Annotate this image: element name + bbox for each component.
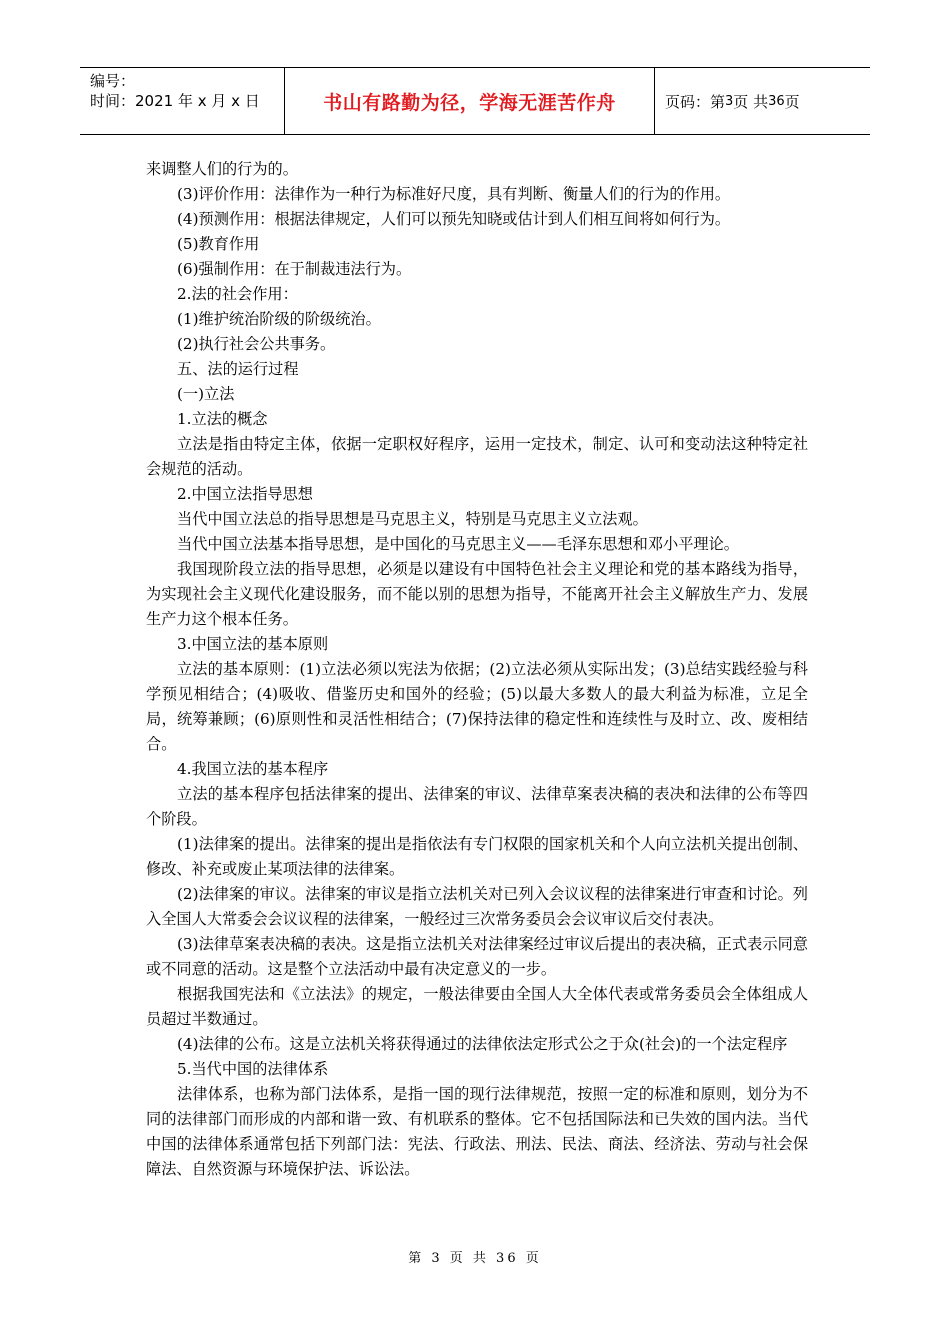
paragraph: (4)法律的公布。这是立法机关将获得通过的法律依法定形式公之于众(社会)的一个法定程序	[177, 1035, 788, 1053]
document-number-label: 编号：	[90, 72, 136, 90]
paragraph: (3)评价作用：法律作为一种行为标准好尺度，具有判断、衡量人们的行为的作用。	[177, 185, 731, 203]
paragraph: (1)维护统治阶级的阶级统治。	[177, 310, 381, 328]
paragraph: (3)法律草案表决稿的表决。这是指立法机关对法律案经过审议后提出的表决稿，正式表示同意或不同意的活动。这是整个立法活动中最有决定意义的一步。	[146, 935, 808, 978]
paragraph: 根据我国宪法和《立法法》的规定，一般法律要由全国人大全体代表或常务委员会全体组成人员超过半数通过。	[146, 985, 808, 1028]
paragraph: 来调整人们的行为的。	[146, 160, 298, 178]
header-motto: 书山有路勤为径，学海无涯苦作舟	[285, 68, 655, 134]
page-total: 36	[768, 93, 785, 109]
page-header	[80, 67, 870, 135]
page-mid: 页 共	[733, 92, 769, 111]
paragraph: (一)立法	[177, 385, 235, 403]
paragraph: 五、法的运行过程	[177, 360, 299, 378]
paragraph: 法律体系，也称为部门法体系，是指一国的现行法律规范，按照一定的标准和原则，划分为不同的法律部门而形成的内部和谐一致、有机联系的整体。它不包括国际法和已失效的国内法。当代中国的法律体系通常包括下列部门法：宪法、行政法、刑法、民法、商法、经济法、劳动与社会保障法、自然资源与环境保护法、诉讼法。	[146, 1085, 808, 1178]
paragraph: (2)执行社会公共事务。	[177, 335, 336, 353]
header-meta	[80, 68, 285, 134]
paragraph: 立法的基本原则：(1)立法必须以宪法为依据；(2)立法必须从实际出发；(3)总结实践经验与科学预见相结合；(4)吸收、借鉴历史和国外的经验；(5)以最大多数人的最大利益为标准，立足全局，统筹兼顾；(6)原则性和灵活性相结合；(7)保持法律的稳定性和连续性与及时立、改、废相结合。	[146, 660, 808, 753]
document-date: 时间：2021 年 x 月 x 日	[90, 92, 260, 110]
page-suffix: 页	[784, 92, 800, 111]
page-footer: 第 3 页 共 36 页	[408, 1251, 542, 1266]
paragraph: 当代中国立法基本指导思想，是中国化的马克思主义——毛泽东思想和邓小平理论。	[177, 535, 739, 553]
page-current: 3	[725, 93, 734, 109]
paragraph: (4)预测作用：根据法律规定，人们可以预先知晓或估计到人们相互间将如何行为。	[177, 210, 731, 228]
paragraph: 2.法的社会作用：	[177, 285, 298, 303]
paragraph: 我国现阶段立法的指导思想，必须是以建设有中国特色社会主义理论和党的基本路线为指导，为实现社会主义现代化建设服务，而不能以别的思想为指导，不能离开社会主义解放生产力、发展生产力这个根本任务。	[146, 560, 808, 628]
paragraph: 4.我国立法的基本程序	[177, 760, 329, 778]
paragraph: 3.中国立法的基本原则	[177, 635, 329, 653]
document-body	[146, 157, 808, 1182]
paragraph: (1)法律案的提出。法律案的提出是指依法有专门权限的国家机关和个人向立法机关提出创制、修改、补充或废止某项法律的法律案。	[146, 835, 808, 878]
page-prefix: 页码：第	[665, 92, 726, 111]
paragraph: 1.立法的概念	[177, 410, 268, 428]
paragraph: (5)教育作用	[177, 235, 260, 253]
paragraph: 2.中国立法指导思想	[177, 485, 313, 503]
paragraph: (2)法律案的审议。法律案的审议是指立法机关对已列入会议议程的法律案进行审查和讨论。列入全国人大常委会会议议程的法律案，一般经过三次常务委员会会议审议后交付表决。	[146, 885, 808, 928]
paragraph: 5.当代中国的法律体系	[177, 1060, 329, 1078]
header-page-number	[655, 68, 870, 134]
paragraph: 当代中国立法总的指导思想是马克思主义，特别是马克思主义立法观。	[177, 510, 648, 528]
paragraph: 立法的基本程序包括法律案的提出、法律案的审议、法律草案表决稿的表决和法律的公布等四个阶段。	[146, 785, 808, 828]
paragraph: (6)强制作用：在于制裁违法行为。	[177, 260, 412, 278]
paragraph: 立法是指由特定主体，依据一定职权好程序，运用一定技术，制定、认可和变动法这种特定社会规范的活动。	[146, 435, 808, 478]
